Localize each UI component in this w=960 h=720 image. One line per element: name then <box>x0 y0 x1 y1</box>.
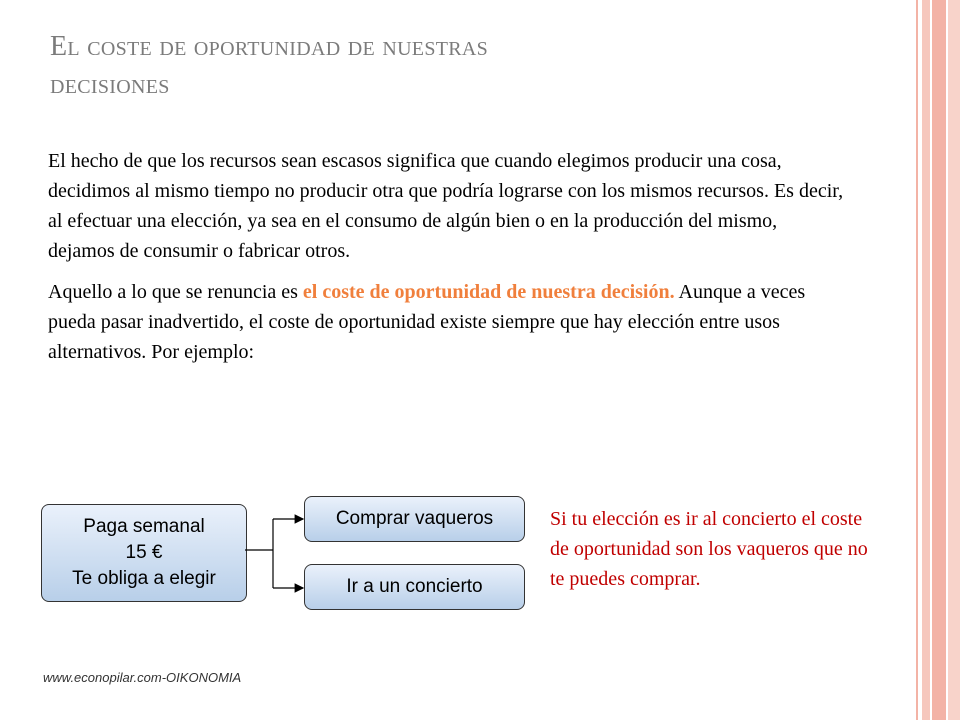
allowance-amount: 15 € <box>125 542 163 563</box>
paragraph-opportunity-cost <box>48 277 848 367</box>
decorative-stripe <box>948 0 960 720</box>
weekly-allowance-box <box>41 504 247 602</box>
footer-source: www.econopilar.com-OIKONOMIA <box>43 670 242 685</box>
highlighted-definition: el coste de oportunidad de nuestra decisión. <box>302 281 675 303</box>
option-label: Comprar vaqueros <box>335 508 494 529</box>
slide-title-line-2: decisiones <box>50 69 170 100</box>
allowance-label: Paga semanal <box>83 516 205 537</box>
paragraph-text: Aquello a lo que se renuncia es <box>48 281 303 303</box>
decorative-stripe <box>922 0 930 720</box>
example-note: Si tu elección es ir al concierto el coste de oportunidad son los vaqueros que no te puedes comprar. <box>550 508 868 590</box>
slide-title <box>50 28 690 104</box>
slide-title-line-1: El coste de oportunidad de nuestras <box>50 31 489 62</box>
option-buy-jeans <box>304 496 525 542</box>
option-label: Ir a un concierto <box>346 576 483 597</box>
decorative-stripe <box>932 0 946 720</box>
decorative-stripe <box>916 0 918 720</box>
paragraph-text: Aunque a veces pueda pasar inadvertido, el coste de oportunidad existe siempre que hay elección entre usos alternativos. Por ejemplo: <box>48 281 806 363</box>
allowance-choice: Te obliga a elegir <box>72 568 216 589</box>
paragraph-scarcity: El hecho de que los recursos sean escasos significa que cuando elegimos producir una cosa, decidimos al mismo tiempo no producir otra que podría lograrse con los mismos recursos. Es decir, al efectuar una elección, ya sea en el consumo de algún bien o en la producción del mismo, dejamos de consumir o fabricar otros. <box>48 150 844 262</box>
option-concert <box>304 564 525 610</box>
